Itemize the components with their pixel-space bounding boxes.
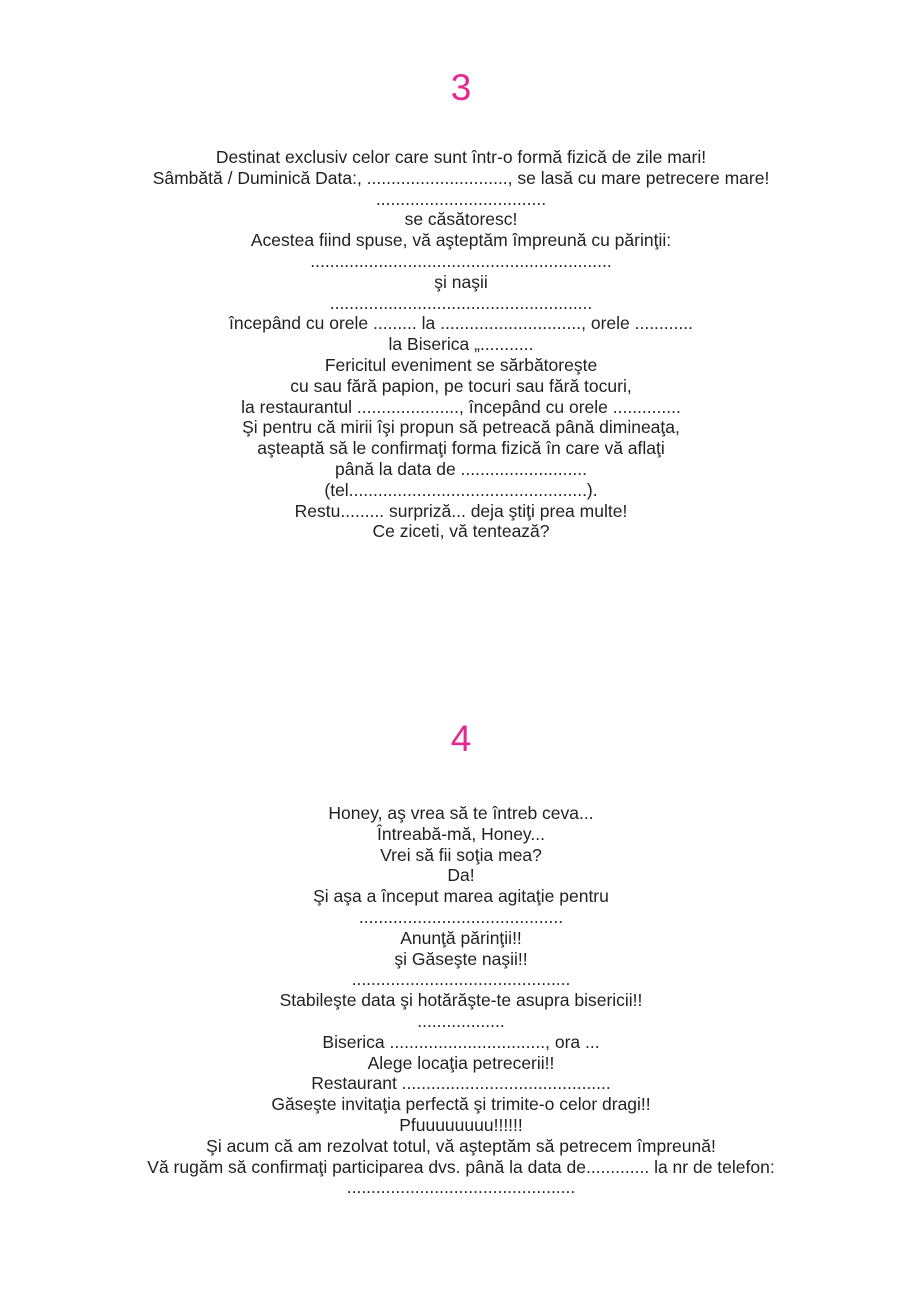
text-line: şi Găseşte naşii!! <box>394 948 528 969</box>
section-number-4: 4 <box>450 718 472 759</box>
text-line: la restaurantul ....................., începând cu orele .............. <box>241 396 681 417</box>
text-line: se căsătoresc! <box>404 209 518 230</box>
text-line: .................. <box>417 1010 505 1031</box>
text-line: până la data de .......................... <box>335 458 587 479</box>
text-line: Pfuuuuuuuu!!!!!! <box>399 1114 523 1135</box>
text-line: Da! <box>447 865 475 886</box>
text-line: Restu......... surpriză... deja ştiţi prea multe! <box>294 500 628 521</box>
text-line: Ce ziceti, vă tentează? <box>372 521 550 542</box>
text-line: Biserica ................................, ora ... <box>322 1031 600 1052</box>
invitation-text-4 <box>0 803 922 1198</box>
text-line: Şi acum că am rezolvat totul, vă aşteptăm să petrecem împreună! <box>206 1135 716 1156</box>
text-line: .............................................................. <box>310 250 612 271</box>
text-line: Găseşte invitaţia perfectă şi trimite-o celor dragi!! <box>271 1094 651 1115</box>
text-line: Vă rugăm să confirmaţi participarea dvs. până la data de............. la nr de telefon: <box>147 1156 775 1177</box>
text-line: Vrei să fii soţia mea? <box>380 844 542 865</box>
text-line: Întreabă-mă, Honey... <box>377 823 545 844</box>
text-line: ............................................. <box>351 969 571 990</box>
text-line: (tel.................................................). <box>324 479 598 500</box>
text-line: Şi pentru că mirii îşi propun să petreacă până dimineaţa, <box>242 417 680 438</box>
text-line: la Biserica „........... <box>388 334 534 355</box>
text-line: Destinat exclusiv celor care sunt într-o formă fizică de zile mari! <box>215 147 707 167</box>
text-line: aşteaptă să le confirmaţi forma fizică în care vă aflaţi <box>257 438 665 459</box>
text-line: Restaurant ........................................... <box>311 1073 611 1094</box>
text-line: Şi aşa a început marea agitaţie pentru <box>313 886 609 907</box>
text-line: Anunţă părinţii!! <box>400 927 522 948</box>
text-line: Stabileşte data şi hotărăşte-te asupra bisericii!! <box>279 990 643 1011</box>
text-line: Sâmbătă / Duminică Data:, ............................., se lasă cu mare petrecere mare! <box>152 167 770 188</box>
text-line: ...................................................... <box>329 292 593 313</box>
invitation-text-3 <box>0 147 922 542</box>
text-line: cu sau fără papion, pe tocuri sau fără tocuri, <box>290 375 632 396</box>
text-line: Alege locaţia petrecerii!! <box>367 1052 555 1073</box>
text-line: şi naşii <box>434 271 488 292</box>
text-line: .......................................... <box>358 906 564 927</box>
text-line: ............................................... <box>346 1177 576 1198</box>
text-line: Acestea fiind spuse, vă aşteptăm împreună cu părinţii: <box>250 230 672 251</box>
text-line: ................................... <box>375 188 547 209</box>
text-line: Fericitul eveniment se sărbătoreşte <box>324 354 598 375</box>
section-number-3: 3 <box>450 67 472 108</box>
text-line: începând cu orele ......... la ............................., orele ............ <box>229 313 693 334</box>
text-line: Honey, aş vrea să te întreb ceva... <box>328 803 594 823</box>
